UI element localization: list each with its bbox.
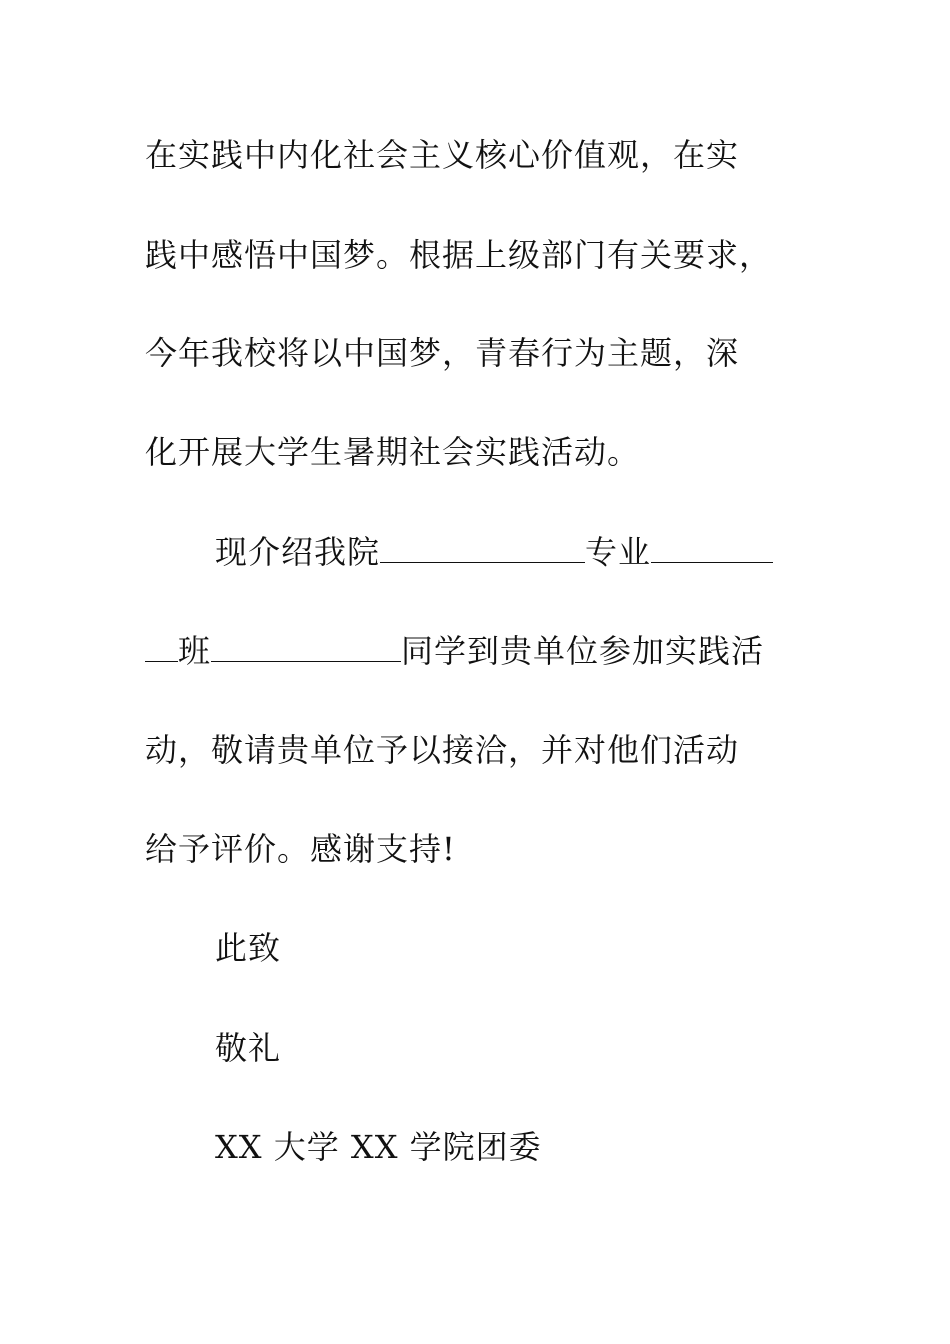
fill-in-blank-major	[651, 534, 773, 563]
text-segment: 专业	[585, 533, 652, 571]
fill-in-blank-college	[380, 534, 585, 563]
fill-in-blank-student	[211, 633, 401, 662]
text-segment: 同学到贵单位参加实践活	[401, 632, 765, 670]
paragraph-line: 在实践中内化社会主义核心价值观，在实	[145, 136, 740, 174]
text-segment: 现介绍我院	[215, 533, 381, 571]
paragraph-line: 今年我校将以中国梦，青春行为主题，深	[145, 334, 740, 372]
closing-salutation: 敬礼	[215, 1029, 282, 1067]
paragraph-line	[145, 631, 764, 671]
fill-in-blank-class	[145, 633, 178, 662]
closing-phrase: 此致	[215, 929, 282, 967]
paragraph-line	[215, 532, 773, 572]
paragraph-line: 化开展大学生暑期社会实践活动。	[145, 433, 641, 471]
signature: XX 大学 XX 学院团委	[215, 1128, 542, 1166]
paragraph-line: 动，敬请贵单位予以接洽，并对他们活动	[145, 731, 740, 769]
paragraph-line: 践中感悟中国梦。根据上级部门有关要求，	[145, 236, 773, 274]
text-segment: 班	[178, 632, 212, 670]
paragraph-line: 给予评价。感谢支持!	[145, 830, 456, 868]
